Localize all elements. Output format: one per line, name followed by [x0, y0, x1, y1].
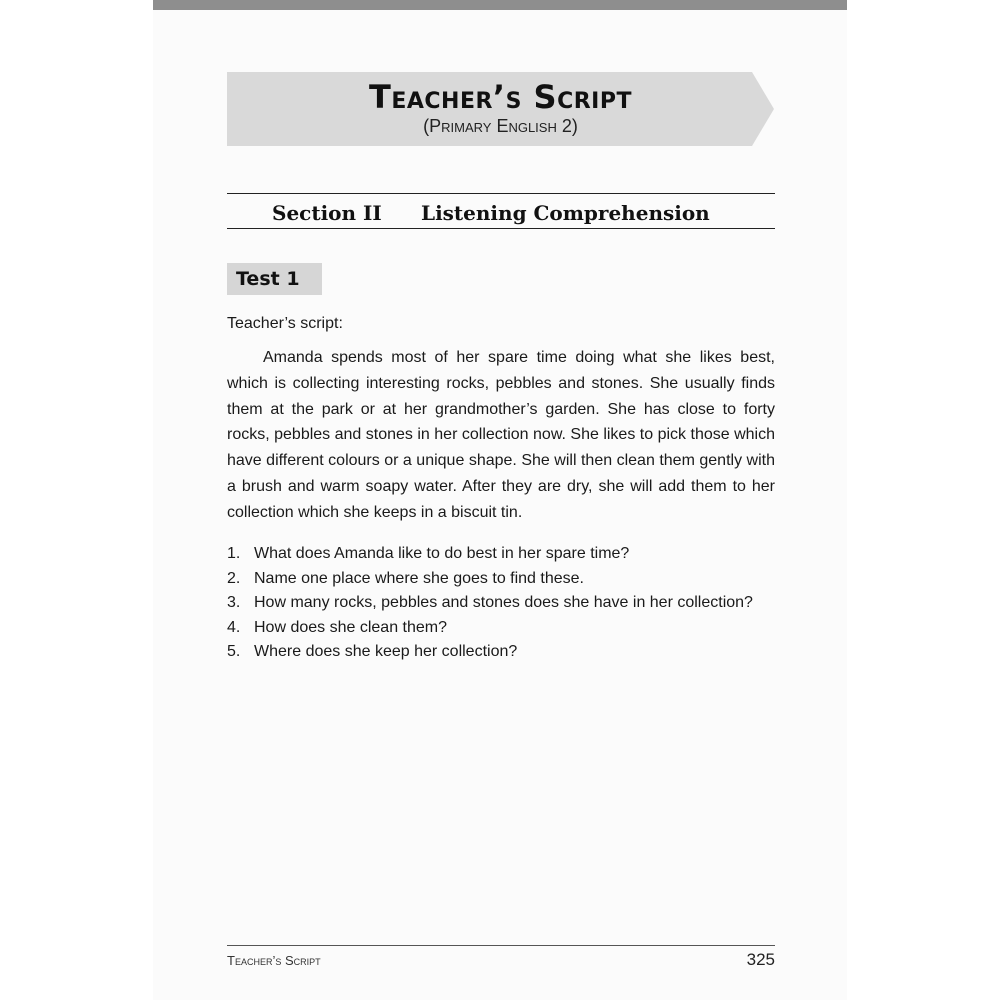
page-title: Teacher’s Script	[369, 78, 632, 116]
question-text: Where does she keep her collection?	[254, 643, 518, 660]
book-page	[153, 0, 847, 1000]
question-number: 5.	[227, 643, 241, 660]
question-item	[227, 570, 787, 595]
question-list	[227, 545, 787, 668]
question-text: How does she clean them?	[254, 618, 447, 636]
question-number: 3.	[227, 594, 241, 611]
question-item	[227, 643, 787, 668]
test-label: Test 1	[227, 263, 322, 295]
footer-divider	[227, 945, 775, 946]
question-number: 2.	[227, 569, 241, 587]
title-banner	[227, 72, 774, 146]
script-passage: Amanda spends most of her spare time doing what she likes best, which is collecting interesting rocks, pebbles and stones. She usually finds them at the park or at her grandmother’s garden. She has close to forty rocks, pebbles and stones in her collection now. She likes to pick those which have different colours or a unique shape. She will then clean them gently with a brush and warm soapy water. After they are dry, she will add them to her collection which she keeps in a biscuit tin.	[227, 349, 775, 521]
question-item	[227, 619, 787, 644]
question-text: How many rocks, pebbles and stones does she have in her collection?	[254, 594, 753, 611]
page-subtitle: (Primary English 2)	[423, 116, 578, 136]
footer-running-title: Teacher’s Script	[227, 953, 321, 968]
question-number: 4.	[227, 618, 241, 636]
section-number: Section II	[272, 201, 382, 225]
question-item	[227, 545, 787, 570]
page-number: 325	[746, 950, 775, 969]
section-heading	[227, 193, 775, 229]
top-edge-bar	[153, 0, 847, 10]
section-name: Listening Comprehension	[421, 201, 710, 225]
script-label: Teacher’s script:	[227, 315, 343, 332]
question-item	[227, 594, 787, 619]
question-text: What does Amanda like to do best in her spare time?	[254, 545, 630, 562]
question-text: Name one place where she goes to find these.	[254, 569, 584, 587]
question-number: 1.	[227, 545, 241, 562]
